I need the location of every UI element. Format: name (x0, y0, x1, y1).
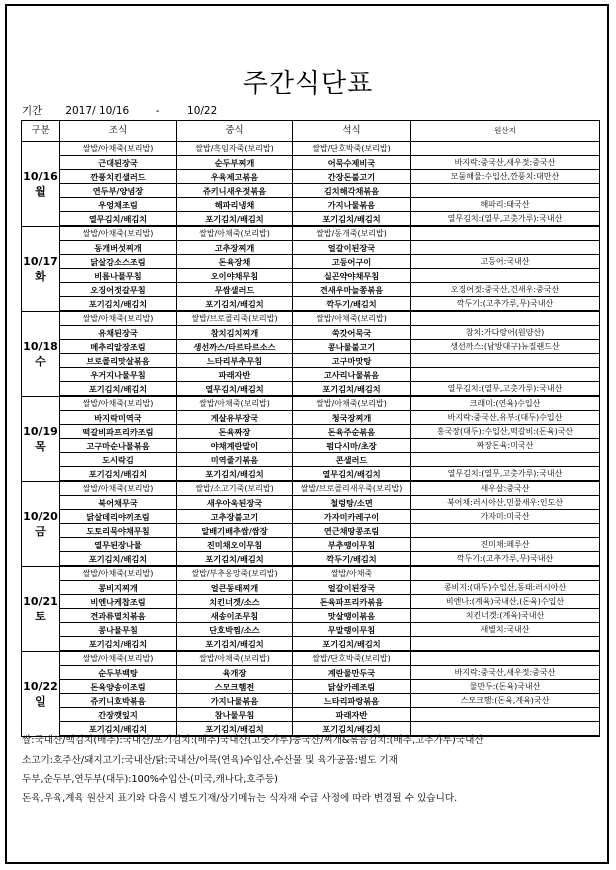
breakfast-cell: 포기김치/배김치 (60, 637, 177, 652)
day-cell (22, 311, 60, 396)
table-row (22, 595, 600, 609)
period-start: 2017/ 10/16 (65, 105, 130, 117)
table-row (22, 411, 600, 425)
breakfast-cell: 쌀밥/아채죽(보리밥) (60, 566, 177, 581)
dinner-cell: 간장돈불고기 (293, 170, 411, 184)
lunch-cell: 포기김치/배김치 (177, 637, 293, 652)
origin-cell: 진미채:페루산 (411, 538, 600, 552)
breakfast-cell: 동개버섯찌개 (60, 241, 177, 255)
origin-cell (411, 368, 600, 382)
origin-cell: 스모크햄:(돈육,계육)국산 (411, 694, 600, 708)
lunch-cell: 쌀밥/부추옹망죽(보리밥) (177, 566, 293, 581)
breakfast-cell: 포기김치/배김치 (60, 467, 177, 482)
breakfast-cell: 메추리알장조림 (60, 340, 177, 354)
origin-cell: 바지락:중국산,새우젓:중국산 (411, 156, 600, 170)
lunch-cell: 야채계란말이 (177, 439, 293, 453)
origin-cell: 모둠해물:수입산,깐풍치:대만산 (411, 170, 600, 184)
dinner-cell: 쌀밥/단호박죽(보리밥) (293, 142, 411, 156)
origin-cell: 바지락:중국산,새우젓:중국산 (411, 666, 600, 680)
dinner-cell: 연근채땅콩조림 (293, 524, 411, 538)
lunch-cell: 쌀밥/소고기죽(보리밥) (177, 481, 293, 496)
breakfast-cell: 열무김치/배김치 (60, 212, 177, 227)
lunch-cell: 포기김치/배김치 (177, 297, 293, 312)
lunch-cell: 참나물무침 (177, 708, 293, 722)
origin-cell: 짜장돈육:미국산 (411, 439, 600, 453)
table-row (22, 666, 600, 680)
table-row (22, 311, 600, 326)
table-row (22, 680, 600, 694)
lunch-cell: 고추장찌개 (177, 241, 293, 255)
table-row (22, 453, 600, 467)
lunch-cell: 포기김치/배김치 (177, 212, 293, 227)
dinner-cell: 실곤약야채무침 (293, 269, 411, 283)
origin-cell (411, 637, 600, 652)
lunch-cell: 참치김치찌개 (177, 326, 293, 340)
dinner-cell: 얼갈이된장국 (293, 241, 411, 255)
dinner-cell: 돈육주순볶음 (293, 425, 411, 439)
breakfast-cell: 포기김치/배김치 (60, 297, 177, 312)
dinner-cell: 고사리나물볶음 (293, 368, 411, 382)
origin-cell: 크래미:(연육)수입산 (411, 396, 600, 411)
origin-cell: 홍국장(대두):수입산,떡갈비:(돈육)국산 (411, 425, 600, 439)
table-row (22, 566, 600, 581)
breakfast-cell: 콩비지찌개 (60, 581, 177, 595)
period-dash: - (155, 105, 160, 117)
lunch-cell: 쌀밥/흑임자죽(보리밥) (177, 142, 293, 156)
origin-cell: 비엔나:(계육)국내산,(돈육)수입산 (411, 595, 600, 609)
dinner-cell: 얼갈이된장국 (293, 581, 411, 595)
origin-cell (411, 453, 600, 467)
breakfast-cell: 닭살데리야끼조림 (60, 510, 177, 524)
origin-cell (411, 142, 600, 156)
origin-cell: 참치:가다랑어(원양산) (411, 326, 600, 340)
table-row (22, 170, 600, 184)
dinner-cell: 부추땡이무침 (293, 538, 411, 552)
table-row (22, 396, 600, 411)
table-row (22, 184, 600, 198)
day-weekday: 일 (35, 694, 46, 708)
table-row (22, 198, 600, 212)
origin-cell (411, 311, 600, 326)
dinner-cell: 무말랭이무침 (293, 623, 411, 637)
table-row (22, 368, 600, 382)
lunch-cell: 육개장 (177, 666, 293, 680)
origin-cell: 해파리:태국산 (411, 198, 600, 212)
table-row (22, 538, 600, 552)
day-weekday: 월 (35, 184, 46, 198)
lunch-cell: 알배기배추쌈/쌈장 (177, 524, 293, 538)
dinner-cell: 청국장찌개 (293, 411, 411, 425)
breakfast-cell: 쌀밥/아채죽(보리밥) (60, 481, 177, 496)
breakfast-cell: 견과류멸치볶음 (60, 609, 177, 623)
menu-body (22, 142, 600, 737)
lunch-cell: 포기김치/배김치 (177, 552, 293, 567)
day-weekday: 목 (35, 439, 46, 453)
origin-cell (411, 241, 600, 255)
breakfast-cell: 우거지나물무침 (60, 368, 177, 382)
origin-cell: 생선까스:(남방대구)뉴질랜드산 (411, 340, 600, 354)
dinner-cell: 깍두기/배김치 (293, 552, 411, 567)
dinner-cell: 포기김치/배김치 (293, 722, 411, 737)
dinner-cell: 쌀밥/브로콜리새우죽(보리밥) (293, 481, 411, 496)
lunch-cell: 순두부찌개 (177, 156, 293, 170)
table-row (22, 651, 600, 666)
origin-cell: 새우살:중국산 (411, 481, 600, 496)
day-cell (22, 481, 60, 566)
footer-line-1: 쌀:국내산/백김치(배추):국내산/포기김치:(배추)국내산(고춧가루)중국산/찌개&볶음김치:(배추,고추가루)국내산 (22, 735, 484, 746)
origin-cell: 열무김치:(열무,고춧가루):국내산 (411, 467, 600, 482)
table-row (22, 255, 600, 269)
day-cell (22, 142, 60, 227)
table-row (22, 425, 600, 439)
dinner-cell: 쌀밥/아채죽 (293, 566, 411, 581)
dinner-cell: 쌀밥/동개죽(보리밥) (293, 226, 411, 241)
lunch-cell: 미역줄기볶음 (177, 453, 293, 467)
lunch-cell: 쥬키니새우젓볶음 (177, 184, 293, 198)
dinner-cell: 쌀밥/단호박죽(보리밥) (293, 651, 411, 666)
origin-cell: 열무김치:(열무,고춧가루):국내산 (411, 212, 600, 227)
breakfast-cell: 우엉채조림 (60, 198, 177, 212)
table-row (22, 694, 600, 708)
dinner-cell: 계란물만두국 (293, 666, 411, 680)
breakfast-cell: 오징어젓갈무침 (60, 283, 177, 297)
dinner-cell: 가자미카레구이 (293, 510, 411, 524)
table-row (22, 156, 600, 170)
lunch-cell: 새송이조무침 (177, 609, 293, 623)
lunch-cell: 단호박찜/소스 (177, 623, 293, 637)
breakfast-cell: 유채된장국 (60, 326, 177, 340)
dinner-cell: 콘샐러드 (293, 453, 411, 467)
dinner-cell: 느타리파랑볶음 (293, 694, 411, 708)
breakfast-cell: 쌀밥/아채죽(보리밥) (60, 142, 177, 156)
origin-cell: 깍두기:(고추가루,무)국내산 (411, 297, 600, 312)
day-date: 10/21 (23, 594, 58, 608)
table-row (22, 496, 600, 510)
breakfast-cell: 비엔나케찹조림 (60, 595, 177, 609)
table-row (22, 708, 600, 722)
origin-cell (411, 184, 600, 198)
header-dinner: 석식 (293, 121, 411, 142)
lunch-cell: 쌀밥/브로콜리죽(보리밥) (177, 311, 293, 326)
table-row (22, 142, 600, 156)
origin-cell (411, 566, 600, 581)
menu-table (21, 120, 600, 737)
header-row (22, 121, 600, 142)
lunch-cell: 쌀밥/아채죽(보리밥) (177, 226, 293, 241)
table-row (22, 326, 600, 340)
dinner-cell: 포기김치/배김치 (293, 637, 411, 652)
period-label: 기간 (22, 105, 43, 117)
lunch-cell: 생선까스/타르타르소스 (177, 340, 293, 354)
breakfast-cell: 바지락미역국 (60, 411, 177, 425)
breakfast-cell: 브로콜리맛살볶음 (60, 354, 177, 368)
dinner-cell: 콩나물불고기 (293, 340, 411, 354)
lunch-cell: 우육제고볶음 (177, 170, 293, 184)
header-origin: 원산지 (411, 121, 600, 142)
dinner-cell: 돈육파프리카볶음 (293, 595, 411, 609)
table-row (22, 226, 600, 241)
day-cell (22, 651, 60, 736)
table-row (22, 212, 600, 227)
origin-cell (411, 226, 600, 241)
lunch-cell: 진미채오이무침 (177, 538, 293, 552)
breakfast-cell: 쥬키니호박볶음 (60, 694, 177, 708)
dinner-cell: 어묵수제비국 (293, 156, 411, 170)
origin-cell (411, 708, 600, 722)
day-weekday: 금 (35, 524, 46, 538)
origin-cell: 오징어젓:중국산,건새우:중국산 (411, 283, 600, 297)
lunch-cell: 포기김치/배김치 (177, 722, 293, 737)
table-row (22, 297, 600, 312)
table-row (22, 609, 600, 623)
breakfast-cell: 북어채무국 (60, 496, 177, 510)
table-row (22, 510, 600, 524)
breakfast-cell: 돈육양송이조림 (60, 680, 177, 694)
dinner-cell: 고구마맛탕 (293, 354, 411, 368)
breakfast-cell: 쌀밥/아채죽(보리밥) (60, 226, 177, 241)
table-row (22, 552, 600, 567)
table-row (22, 340, 600, 354)
dinner-cell: 철렁탕/소면 (293, 496, 411, 510)
table-row (22, 623, 600, 637)
table-row (22, 637, 600, 652)
lunch-cell: 느타리부추무침 (177, 354, 293, 368)
day-cell (22, 566, 60, 651)
dinner-cell: 열무김치/배김치 (293, 467, 411, 482)
dinner-cell: 포기김치/배김치 (293, 212, 411, 227)
origin-cell: 북어채:러시아산,민물새우:인도산 (411, 496, 600, 510)
day-date: 10/17 (23, 254, 58, 268)
table-row (22, 382, 600, 397)
breakfast-cell: 쌀밥/아채죽(보리밥) (60, 311, 177, 326)
dinner-cell: 고등어구이 (293, 255, 411, 269)
breakfast-cell: 간장깻잎지 (60, 708, 177, 722)
dinner-cell: 쌀밥/아채죽(보리밥) (293, 311, 411, 326)
lunch-cell: 쌀밥/아채죽(보리밥) (177, 396, 293, 411)
lunch-cell: 파래자반 (177, 368, 293, 382)
lunch-cell: 게살유부장국 (177, 411, 293, 425)
breakfast-cell: 도시락김 (60, 453, 177, 467)
day-cell (22, 226, 60, 311)
table-row (22, 269, 600, 283)
lunch-cell: 고추장불고기 (177, 510, 293, 524)
lunch-cell: 가지나물볶음 (177, 694, 293, 708)
origin-cell: 새별치:국내산 (411, 623, 600, 637)
period-end: 10/22 (187, 105, 218, 117)
table-row (22, 524, 600, 538)
origin-cell (411, 269, 600, 283)
lunch-cell: 스모크햄전 (177, 680, 293, 694)
origin-cell: 깍두기:(고추가루,무)국내산 (411, 552, 600, 567)
breakfast-cell: 도토리묵야채무침 (60, 524, 177, 538)
breakfast-cell: 포기김치/배김치 (60, 552, 177, 567)
day-date: 10/19 (23, 424, 58, 438)
header-lunch: 중식 (177, 121, 293, 142)
lunch-cell: 치킨너겟/소스 (177, 595, 293, 609)
lunch-cell: 돈육짜장 (177, 425, 293, 439)
lunch-cell: 열무김치/배김치 (177, 382, 293, 397)
page-title: 주간식단표 (242, 69, 374, 99)
dinner-cell: 깍두기/배김치 (293, 297, 411, 312)
day-cell (22, 396, 60, 481)
origin-cell (411, 651, 600, 666)
lunch-cell: 쌀밥/아채죽(보리밥) (177, 651, 293, 666)
table-row (22, 481, 600, 496)
table-row (22, 241, 600, 255)
day-weekday: 수 (35, 354, 46, 368)
dinner-cell: 김치해각채볶음 (293, 184, 411, 198)
breakfast-cell: 쌀밥/아채죽(보리밥) (60, 396, 177, 411)
table-row (22, 439, 600, 453)
dinner-cell: 견새우마늘쫑볶음 (293, 283, 411, 297)
lunch-cell: 해파리냉채 (177, 198, 293, 212)
lunch-cell: 무쌈샐러드 (177, 283, 293, 297)
breakfast-cell: 연두부/양념장 (60, 184, 177, 198)
footer-line-3: 두부,순두부,연두부(대두):100%수입산-(미국,캐나다,호주등) (22, 774, 278, 785)
lunch-cell: 얼큰동태찌개 (177, 581, 293, 595)
day-date: 10/20 (23, 509, 58, 523)
dinner-cell: 쑥갓어묵국 (293, 326, 411, 340)
breakfast-cell: 비름나물무침 (60, 269, 177, 283)
period-line (22, 103, 602, 118)
table-row (22, 283, 600, 297)
breakfast-cell: 쌀밥/아채죽(보리밥) (60, 651, 177, 666)
table-row (22, 581, 600, 595)
breakfast-cell: 닭살강소스조림 (60, 255, 177, 269)
breakfast-cell: 깐풍치킨샐러드 (60, 170, 177, 184)
origin-cell: 바지락:중국산,유부:(대두)수입산 (411, 411, 600, 425)
footer-line-4: 돈육,우육,계육 원산지 표기와 다음시 별도기재/상기메뉴는 식자재 수급 사정에 따라 변경될 수 있습니다. (22, 793, 458, 804)
breakfast-cell: 떡갈비파프리카조림 (60, 425, 177, 439)
header-breakfast: 조식 (60, 121, 177, 142)
breakfast-cell: 순두부백탕 (60, 666, 177, 680)
lunch-cell: 오이야채무침 (177, 269, 293, 283)
table-row (22, 354, 600, 368)
origin-cell: 콩비지:(대두)수입산,동태:러시아산 (411, 581, 600, 595)
dinner-cell: 펌다시마/초장 (293, 439, 411, 453)
origin-cell: 가자미:미국산 (411, 510, 600, 524)
breakfast-cell: 열무된장나물 (60, 538, 177, 552)
day-date: 10/18 (23, 339, 58, 353)
header-day: 구분 (22, 121, 60, 142)
day-weekday: 화 (35, 269, 46, 283)
breakfast-cell: 콩나물무침 (60, 623, 177, 637)
dinner-cell: 맛살땡이볶음 (293, 609, 411, 623)
breakfast-cell: 고구마순나물볶음 (60, 439, 177, 453)
table-row (22, 467, 600, 482)
breakfast-cell: 포기김치/배김치 (60, 382, 177, 397)
footer-line-2: 소고기:호주산/돼지고기:국내산/닭:국내산/어묵(연육)수입산,수산물 및 육가공품:별도 기재 (22, 755, 398, 766)
lunch-cell: 돈육장채 (177, 255, 293, 269)
breakfast-cell: 근대된장국 (60, 156, 177, 170)
origin-cell (411, 524, 600, 538)
dinner-cell: 쌀밥/아채죽(보리밥) (293, 396, 411, 411)
dinner-cell: 포기김치/배김치 (293, 382, 411, 397)
origin-cell: 고등어:국내산 (411, 255, 600, 269)
breakfast-cell: 포기김치/배김치 (60, 722, 177, 737)
dinner-cell: 파래자반 (293, 708, 411, 722)
origin-cell (411, 354, 600, 368)
dinner-cell: 닭살카레조림 (293, 680, 411, 694)
lunch-cell: 새우아욱된장국 (177, 496, 293, 510)
day-date: 10/16 (23, 169, 58, 183)
dinner-cell: 가지나물볶음 (293, 198, 411, 212)
lunch-cell: 포기김치/배김치 (177, 467, 293, 482)
day-weekday: 토 (35, 609, 46, 623)
origin-cell: 치킨너겟:(계육)국내산 (411, 609, 600, 623)
day-date: 10/22 (23, 679, 58, 693)
origin-cell: 물만두:(돈육)국내산 (411, 680, 600, 694)
origin-cell: 열무김치:(열무,고춧가루):국내산 (411, 382, 600, 397)
